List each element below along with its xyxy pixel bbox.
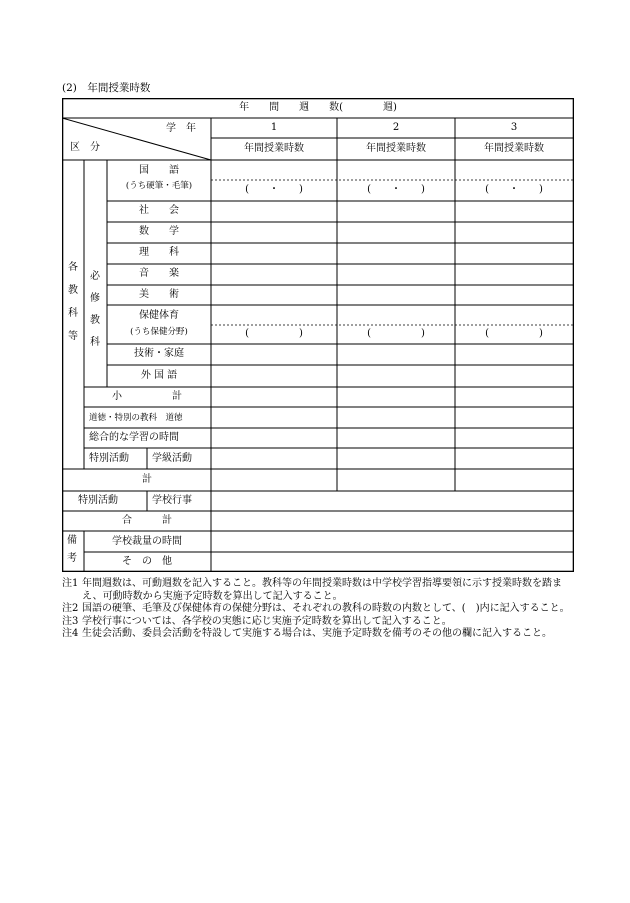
grade-2-label: 2 (392, 122, 400, 133)
subject-pe: 保健体育 (139, 310, 179, 321)
grade-3-hours-header: 年間授業時数 (484, 143, 544, 154)
weeks-header: 年 間 週 数( 週) (239, 102, 397, 113)
class-activity-label: 学級活動 (152, 453, 192, 464)
others-label: そ の 他 (122, 556, 172, 567)
note-4 (62, 628, 578, 641)
note-2-text: 国語の硬筆、毛筆及び保健体育の保健分野は、それぞれの教科の時数の内数として、( )内に記入すること。 (82, 603, 570, 614)
subtotal-label: 小 計 (112, 391, 182, 402)
annual-hours-table (62, 98, 574, 572)
group-label-each-subject: 各教科等 (68, 262, 78, 342)
subject-japanese-sub: (うち硬筆・毛筆) (125, 181, 193, 191)
special-activity-label: 特別活動 (89, 453, 129, 464)
note-4-text: 生徒会活動、委員会活動を特設して実施する場合は、実施予定時数を備考のその他の欄に記入すること。 (82, 628, 552, 639)
school-discretion-label: 学校裁量の時間 (112, 536, 182, 547)
note-3 (62, 616, 578, 629)
note-2-label: 注2 (62, 603, 79, 614)
subject-pe-sub: (うち保健分野) (130, 327, 188, 337)
subject-japanese: 国 語 (139, 165, 179, 176)
grand-total-label: 合 計 (122, 515, 172, 526)
subject-social: 社 会 (139, 205, 179, 216)
subject-tech-home: 技術・家庭 (134, 348, 184, 359)
section-heading: (2) 年間授業時数 (62, 82, 151, 94)
subject-math: 数 学 (139, 226, 179, 237)
integrated-study-label: 総合的な学習の時間 (89, 432, 179, 443)
corner-grade-label: 学 年 (166, 123, 196, 134)
note-4-label: 注4 (62, 628, 79, 639)
grade-1-pe-sub-cell: ( ) (245, 328, 303, 339)
grade-3-pe-sub-cell: ( ) (485, 328, 543, 339)
grade-1-hours-header: 年間授業時数 (244, 143, 304, 154)
remarks-label: 備考 (67, 535, 77, 564)
moral-education-label: 道徳・特別の教科 道徳 (89, 413, 183, 423)
subject-foreign-language: 外 国 語 (140, 370, 178, 381)
notes-section (62, 578, 578, 641)
note-3-label: 注3 (62, 615, 79, 627)
subject-music: 音 楽 (139, 268, 179, 279)
grade-1-japanese-sub-cell: ( ・ ) (245, 184, 303, 195)
note-1-label: 注1 (62, 578, 79, 589)
subject-science: 理 科 (139, 247, 179, 258)
subject-art: 美 術 (139, 289, 179, 300)
group-label-required: 必修教科 (90, 271, 100, 348)
grade-2-japanese-sub-cell: ( ・ ) (367, 184, 425, 195)
note-1 (62, 578, 578, 603)
grade-1-label: 1 (270, 122, 278, 133)
note-2 (62, 603, 578, 616)
grade-3-label: 3 (510, 122, 518, 133)
grade-3-japanese-sub-cell: ( ・ ) (485, 184, 543, 195)
school-events-label: 学校行事 (152, 495, 192, 506)
note-1-text: 年間週数は、可動週数を記入すること。教科等の年間授業時数は中学校学習指導要領に示す授業時数を踏まえ、可動時数から実施予定時数を算出して記入すること。 (82, 578, 562, 602)
total-label: 計 (142, 474, 152, 485)
grade-2-hours-header: 年間授業時数 (366, 143, 426, 154)
note-3-text: 学校行事については、各学校の実態に応じ実施予定時数を算出して記入すること。 (82, 615, 452, 627)
grade-2-pe-sub-cell: ( ) (367, 328, 425, 339)
special-activity-events-label: 特別活動 (78, 495, 118, 506)
corner-category-label: 区 分 (70, 142, 100, 153)
